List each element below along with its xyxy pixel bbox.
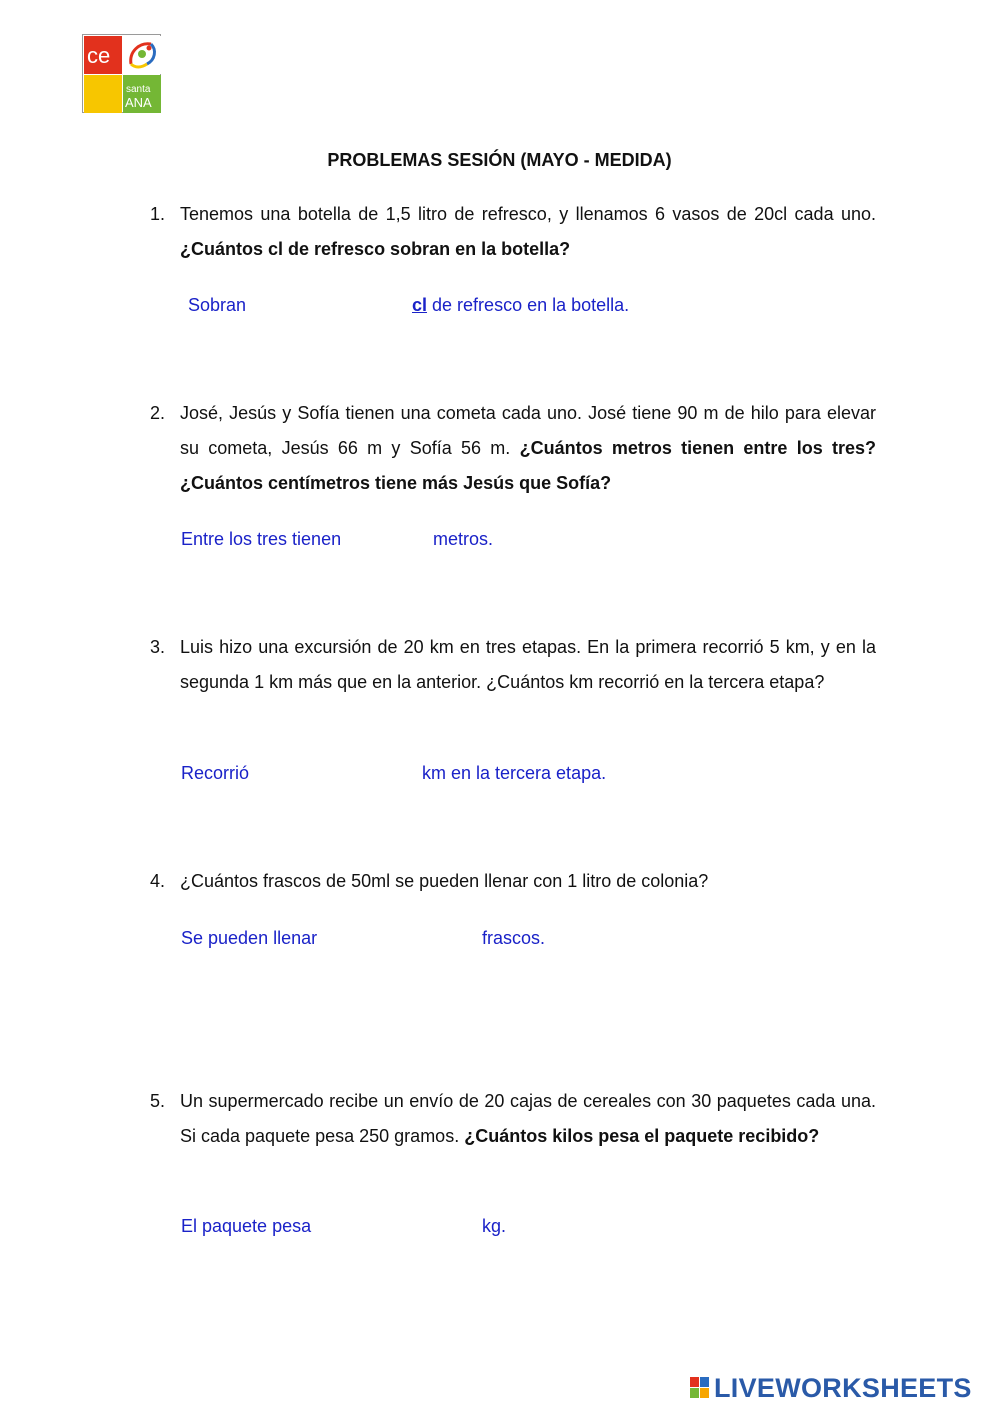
problem-text: José, Jesús y Sofía tienen una cometa cada uno. José tiene 90 m de hilo para elevar su cometa, Jesús 66 m y Sofía 56 m. ¿Cuántos metros tienen entre los tres? ¿Cuántos centímetros tiene más Jesús que Sofía? — [180, 403, 876, 493]
answer-unit: cl — [412, 295, 428, 315]
logo-yellow-square — [84, 75, 122, 113]
answer-2-start: Entre los tres tienen — [181, 529, 342, 549]
answer-1-end: cl de refresco en la botella. — [412, 295, 630, 315]
brand-logo-icon — [690, 1377, 710, 1399]
logo-ana-text: ANA — [125, 95, 152, 110]
logo-ce-text: ce — [87, 43, 111, 68]
problem-text: Luis hizo una excursión de 20 km en tres etapas. En la primera recorrió 5 km, y en la segunda 1 km más que en la anterior. ¿Cuántos km recorrió en la tercera etapa? — [180, 637, 876, 692]
problem-text: ¿Cuántos frascos de 50ml se pueden llenar con 1 litro de colonia? — [180, 871, 709, 891]
problem-2 — [150, 396, 876, 501]
problem-number: 4. — [150, 871, 166, 891]
answer-2-end: metros. — [433, 529, 494, 549]
answer-1-start: Sobran — [188, 295, 247, 315]
problem-question: ¿Cuántos metros tienen entre los tres? ¿Cuántos centímetros tiene más Jesús que Sofía? — [180, 438, 876, 493]
answer-5-start: El paquete pesa — [181, 1216, 312, 1236]
answer-4-end: frascos. — [482, 928, 546, 948]
brand-name: LIVEWORKSHEETS — [714, 1373, 972, 1403]
problem-text: Tenemos una botella de 1,5 litro de refresco, y llenamos 6 vasos de 20cl cada uno. ¿Cuántos cl de refresco sobran en la botella? — [180, 204, 876, 259]
logo-santa-text: santa — [126, 84, 151, 95]
liveworksheets-brand — [690, 1373, 990, 1403]
answer-4-start: Se pueden llenar — [181, 928, 318, 948]
problem-number: 5. — [150, 1091, 166, 1111]
problem-number: 2. — [150, 403, 166, 423]
answer-5-end: kg. — [482, 1216, 507, 1236]
problem-number: 3. — [150, 637, 166, 657]
problem-4 — [150, 864, 876, 899]
page-title: PROBLEMAS SESIÓN (MAYO - MEDIDA) — [327, 150, 672, 170]
answer-3-start: Recorrió — [181, 763, 250, 783]
problem-question: ¿Cuántos cl de refresco sobran en la botella? — [180, 239, 571, 259]
problem-question: ¿Cuántos kilos pesa el paquete recibido? — [464, 1126, 820, 1146]
problem-5 — [150, 1084, 876, 1154]
logo-emblem-icon — [125, 38, 161, 72]
school-logo — [82, 34, 161, 113]
problem-1 — [150, 197, 876, 267]
problem-3 — [150, 630, 876, 700]
problem-number: 1. — [150, 204, 166, 224]
answer-3-end: km en la tercera etapa. — [422, 763, 607, 783]
problem-text: Un supermercado recibe un envío de 20 cajas de cereales con 30 paquetes cada una. Si cada paquete pesa 250 gramos. ¿Cuántos kilos pesa el paquete recibido? — [180, 1091, 876, 1146]
